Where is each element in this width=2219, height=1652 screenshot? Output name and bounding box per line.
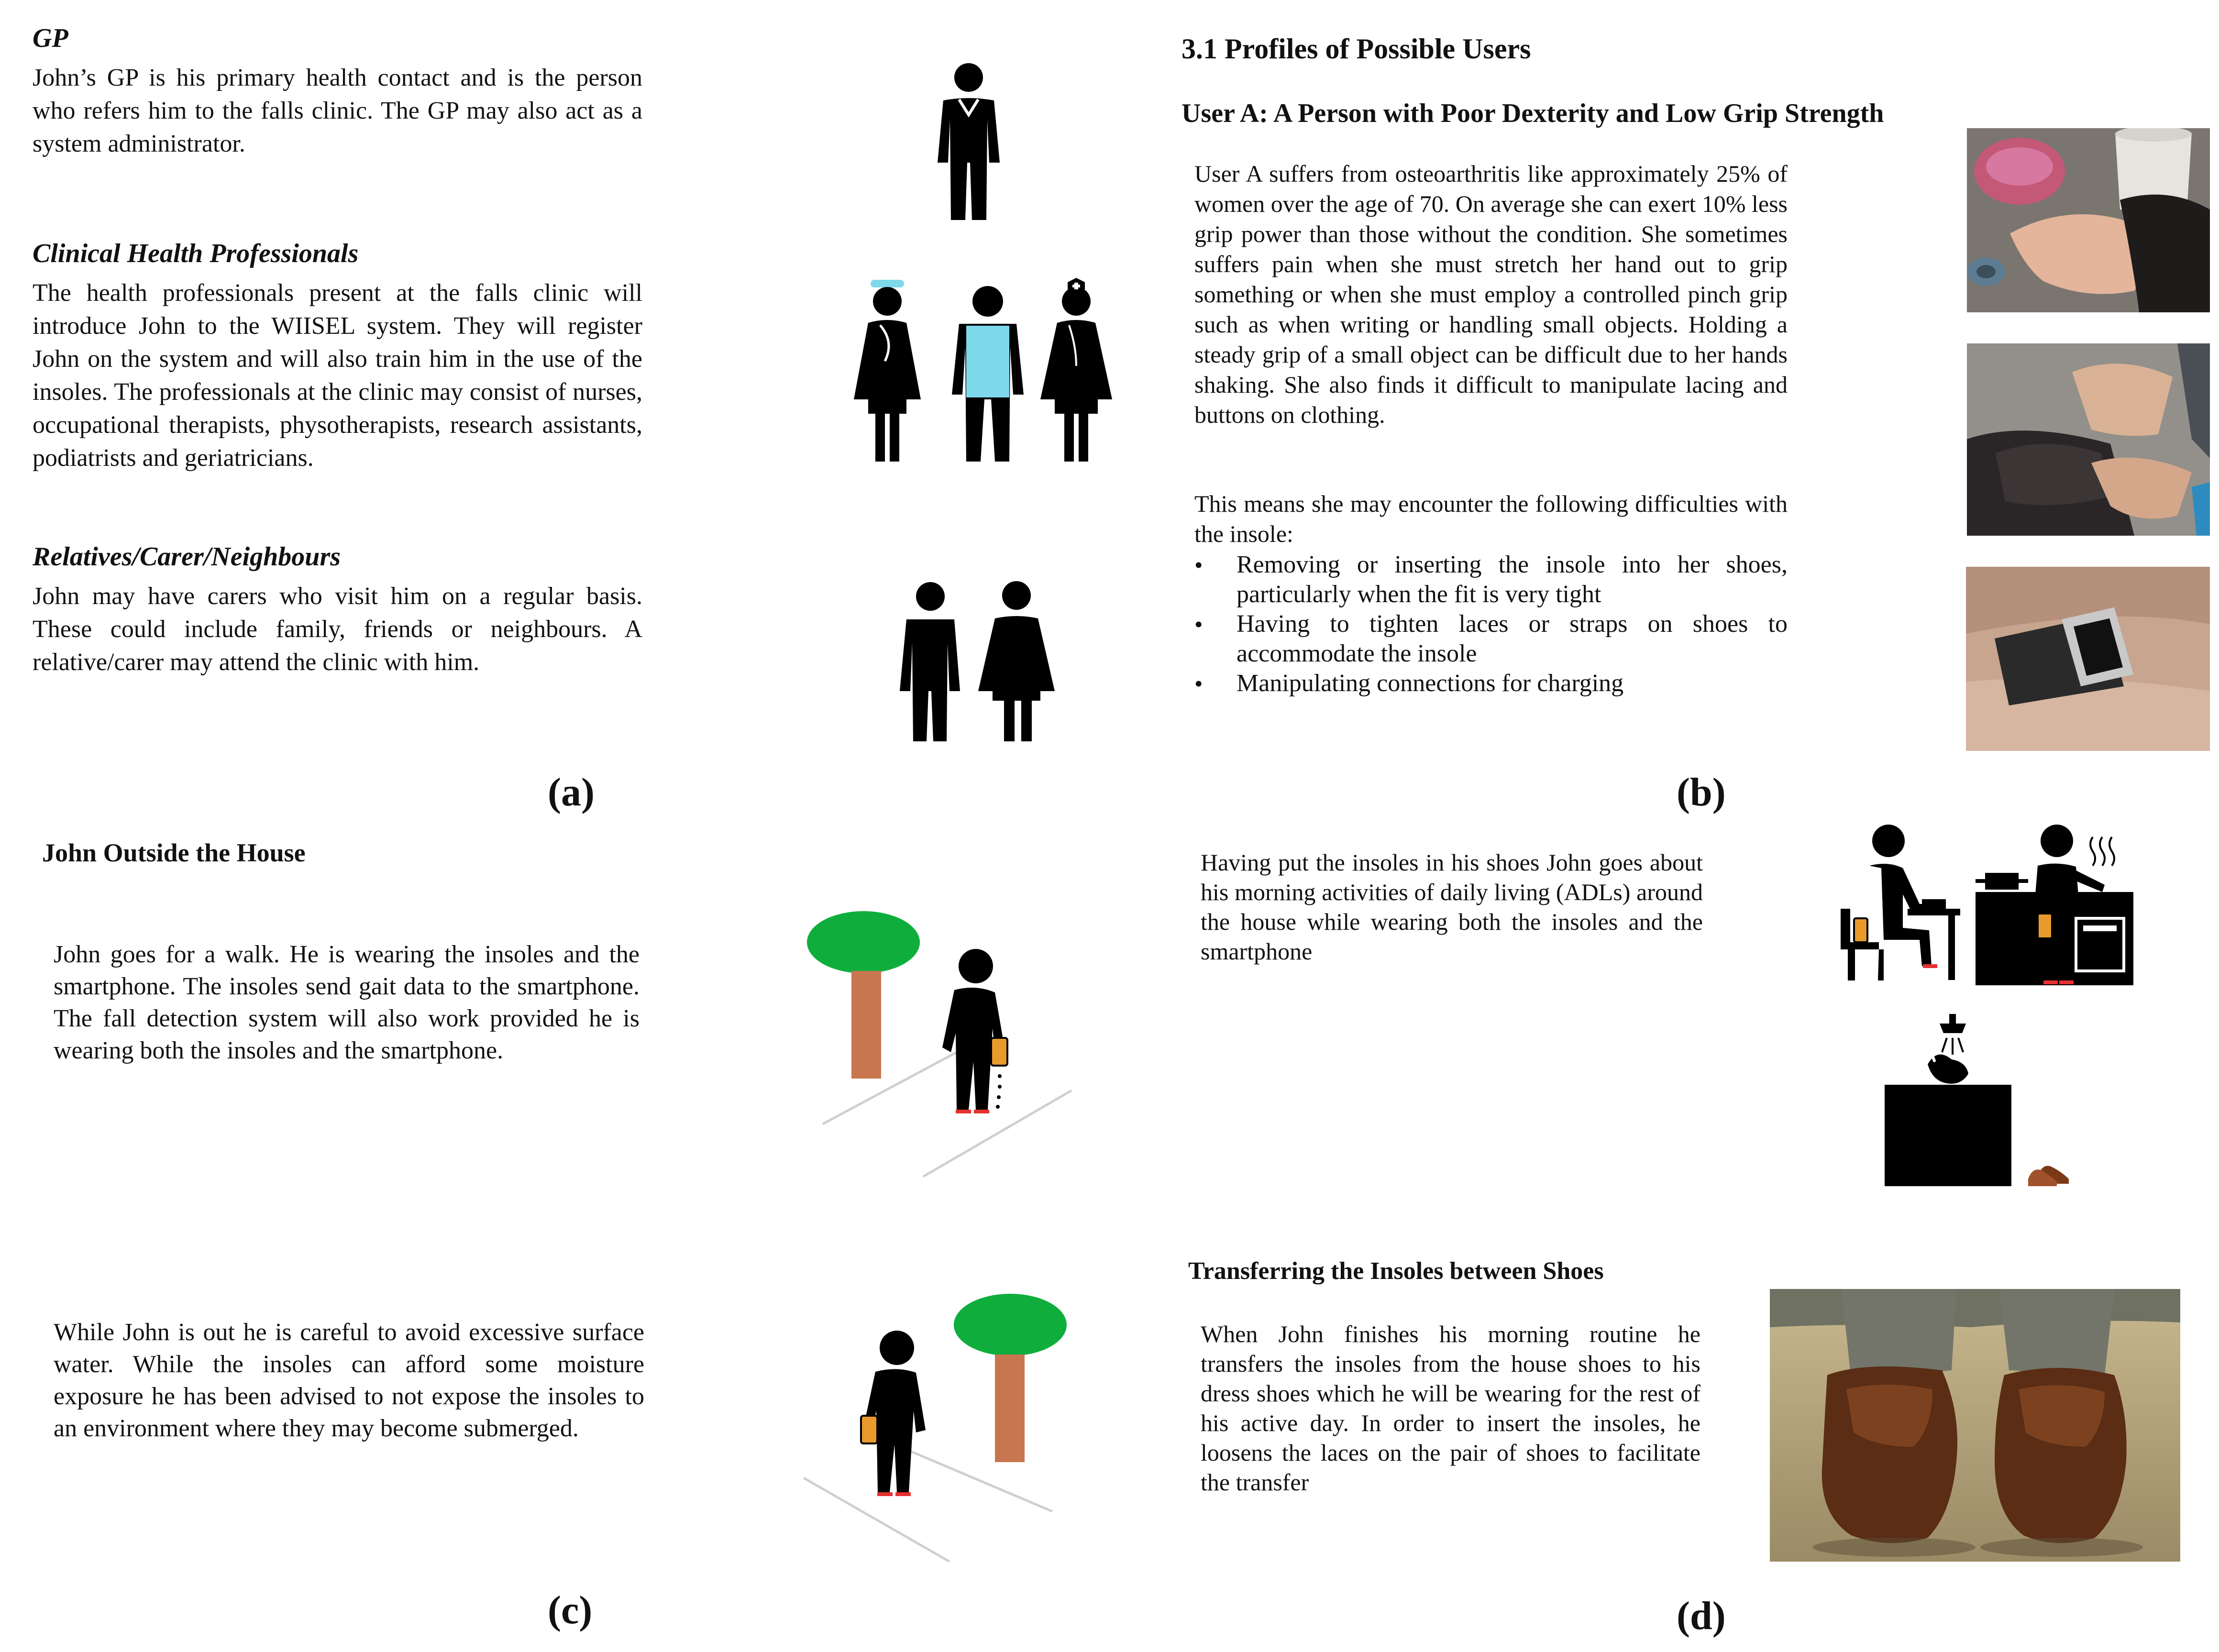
outside-paragraph-1: John goes for a walk. He is wearing the insoles and the smartphone. The insoles send gait data to the smartphone. The fall detection system will also work provided he is wearing both the insoles and the smartphone. bbox=[54, 941, 640, 1064]
photo-dress-shoes bbox=[1770, 1289, 2180, 1562]
gp-figure-icon bbox=[933, 62, 1005, 225]
panel-label-c: (c) bbox=[548, 1588, 593, 1632]
relatives-text: John may have carers who visit him on a regular basis. These could include family, friends or neighbours. A relative/carer may attend the clinic with him. bbox=[33, 583, 642, 676]
adl-paragraph: Having put the insoles in his shoes John goes about his morning activities of daily living (ADLs) around the house while wearing both the insoles and the smartphone bbox=[1201, 849, 1703, 965]
outside-paragraph-2: While John is out he is careful to avoid excessive surface water. While the insoles can afford some moisture exposure he has been advised to not expose the insoles to an environment where they may become submerged. bbox=[54, 1319, 644, 1442]
relatives-heading: Relatives/Carer/Neighbours bbox=[33, 542, 341, 572]
difficulty-item-2: • Having to tighten laces or straps on shoes to accommodate the insole bbox=[1194, 609, 1788, 669]
clinical-text: The health professionals present at the falls clinic will introduce John to the WIISEL system. They will register John on the system and will also train him in the use of the insoles. The professionals at the clinic may consist of nurses, occupational therapists, physotherapists, research assistants, podiatrists and geriatricians. bbox=[33, 279, 642, 472]
section-title: 3.1 Profiles of Possible Users bbox=[1181, 33, 1531, 65]
panel-label-a: (a) bbox=[548, 770, 595, 815]
panel-label-b: (b) bbox=[1677, 770, 1726, 815]
user-a-paragraph: User A suffers from osteoarthritis like approximately 25% of women over the age of 70. On average she can exert 10% less grip power than those without the condition. She sometimes suffers pain when she must stretch her hand out to grip something or when she must employ a controlled pinch grip such as when writing or handling small objects. Holding a steady grip of a small object can be difficult due to her hands shaking. She also finds it difficult to manipulate lacing and buttons on clothing. bbox=[1194, 160, 1788, 428]
walk-scene-2-icon bbox=[794, 1287, 1071, 1564]
gp-text: John’s GP is his primary health contact and is the person who refers him to the falls clinic. The GP may also act as a system administrator. bbox=[33, 64, 642, 157]
adl-desk-icon bbox=[1836, 823, 1960, 985]
transfer-heading: Transferring the Insoles between Shoes bbox=[1188, 1257, 1604, 1285]
relatives-icon bbox=[897, 581, 1060, 744]
walk-scene-1-icon bbox=[804, 909, 1081, 1186]
difficulties-intro: This means she may encounter the following difficulties with the insole: bbox=[1194, 490, 1788, 547]
outside-heading: John Outside the House bbox=[42, 838, 306, 867]
photo-hand-mug bbox=[1967, 128, 2210, 312]
panel-label-d: (d) bbox=[1677, 1594, 1726, 1638]
difficulty-item-3: • Manipulating connections for charging bbox=[1194, 669, 1788, 698]
photo-shoe-laces bbox=[1967, 343, 2210, 536]
clinical-professionals-icon bbox=[851, 280, 1126, 464]
transfer-paragraph: When John finishes his morning routine he transfers the insoles from the house shoes to his dress shoes which he will be wearing for the rest of his active day. In order to insert the insoles, he loosens the laces on the pair of shoes to facilitate the transfer bbox=[1201, 1321, 1700, 1496]
gp-heading: GP bbox=[33, 23, 68, 53]
clinical-heading: Clinical Health Professionals bbox=[33, 239, 359, 268]
adl-kitchen-icon bbox=[1976, 823, 2133, 985]
adl-shower-icon bbox=[1885, 1014, 2076, 1196]
difficulty-item-1: • Removing or inserting the insole into her shoes, particularly when the fit is very tight bbox=[1194, 550, 1788, 609]
user-a-heading: User A: A Person with Poor Dexterity and Low Grip Strength bbox=[1181, 99, 1884, 128]
photo-usb-connector bbox=[1966, 567, 2210, 751]
difficulties-list bbox=[1194, 550, 1788, 698]
